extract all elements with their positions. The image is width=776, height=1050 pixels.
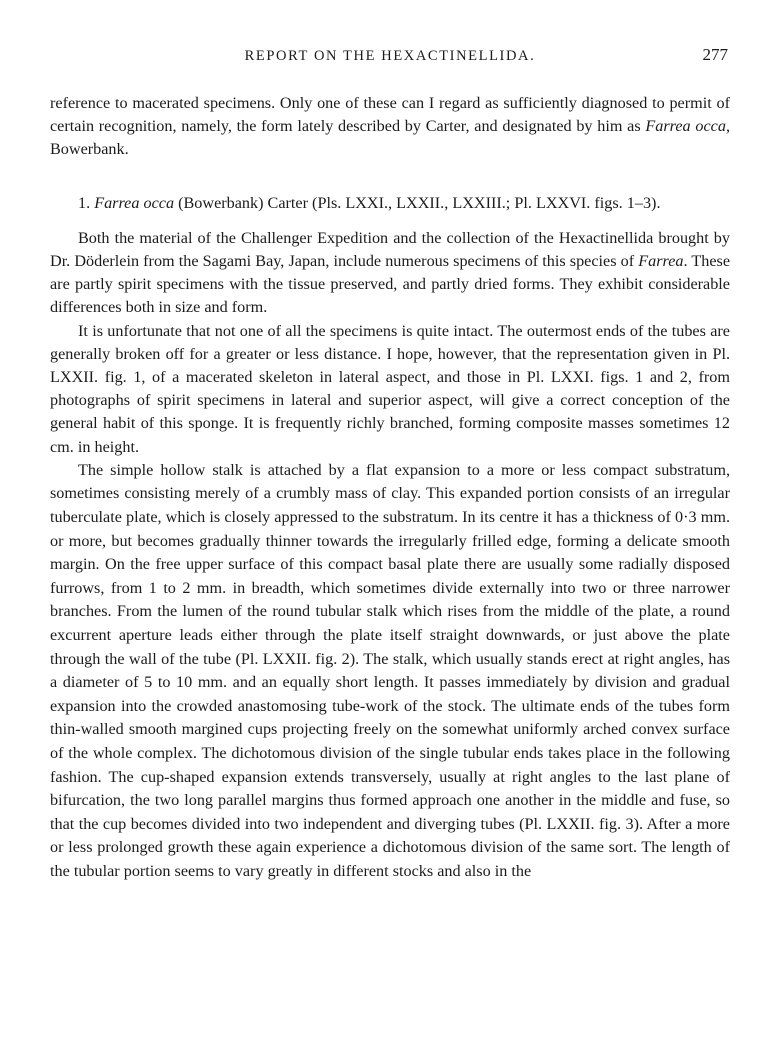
species-citation: (Bowerbank) Carter (Pls. LXXI., LXXII., LXXIII.; Pl. LXXVI. figs. 1–3). [174,193,661,212]
species-heading [50,192,730,215]
intro-species-name: Farrea occa [645,117,726,136]
species-number: 1. [78,193,95,212]
species-name: Farrea occa [94,193,175,212]
document-page [50,44,730,884]
intro-paragraph [50,92,730,162]
paragraph-material [50,227,730,320]
intro-text-before: reference to macerated specimens. Only one of these can I regard as sufficiently diagnosed to permit of certain recognition, namely, the form lately described by Carter, and designated by him as [50,94,730,136]
paragraph-stalk: The simple hollow stalk is attached by a flat expansion to a more or less compact substratum, sometimes consisting merely of a crumbly mass of clay. This expanded portion consists of an irregular tuberculate plate, which is closely appressed to the substratum. In its centre it has a thickness of 0·3 mm. or more, but becomes gradually thinner towards the irregularly frilled edge, forming a delicate smooth margin. On the free upper surface of this compact basal plate there are usually some radially disposed furrows, from 1 to 2 mm. in breadth, which sometimes divide externally into two or three narrower branches. From the lumen of the round tubular stalk which rises from the middle of the plate, a round excurrent aperture leads either through the plate itself straight downwards, or just above the plate through the wall of the tube (Pl. LXXII. fig. 2). The stalk, which usually stands erect at right angles, has a diameter of 5 to 10 mm. and an equally short length. It passes immediately by division and gradual expansion into the crowded anastomosing tube-work of the stock. The ultimate ends of the tubes form thin-walled smooth margined cups projecting freely on the somewhat uniformly arched convex surface of the whole complex. The dichotomous division of the single tubular ends takes place in the following fashion. The cup-shaped expansion extends transversely, usually at right angles to the last plane of bifurcation, the two long parallel margins thus formed approach one another in the middle and fuse, so that the cup becomes divided into two independent and diverging tubes (Pl. LXXII. fig. 3). After a more or less prolonged growth these again experience a dichotomous division of the same sort. The length of the tubular portion seems to vary greatly in different stocks and also in the [50,460,730,880]
paragraph-material-before: Both the material of the Challenger Expedition and the collection of the Hexactinellida brought by Dr. Döderlein from the Sagami Bay, Japan, include numerous specimens of this species of [50,228,730,271]
page-number: 277 [702,45,728,64]
genus-name: Farrea [638,252,684,271]
paragraph-specimens: It is unfortunate that not one of all the specimens is quite intact. The outermost ends of the tubes are generally broken off for a greater or less distance. I hope, however, that the representation given in Pl. LXXII. fig. 1, of a macerated skeleton in lateral aspect, and those in Pl. LXXI. figs. 1 and 2, from photographs of spirit specimens in lateral and superior aspect, will give a correct conception of the general habit of this sponge. It is frequently richly branched, forming composite masses sometimes 12 cm. in height. [50,321,730,456]
running-head [50,44,730,72]
intro-text-after: , Bowerbank. [50,117,730,159]
paragraph-material-after: . These are partly spirit specimens with the tissue preserved, and partly dried forms. They exhibit considerable differences both in size and form. [50,252,731,317]
running-title: REPORT ON THE HEXACTINELLIDA. [244,48,536,64]
